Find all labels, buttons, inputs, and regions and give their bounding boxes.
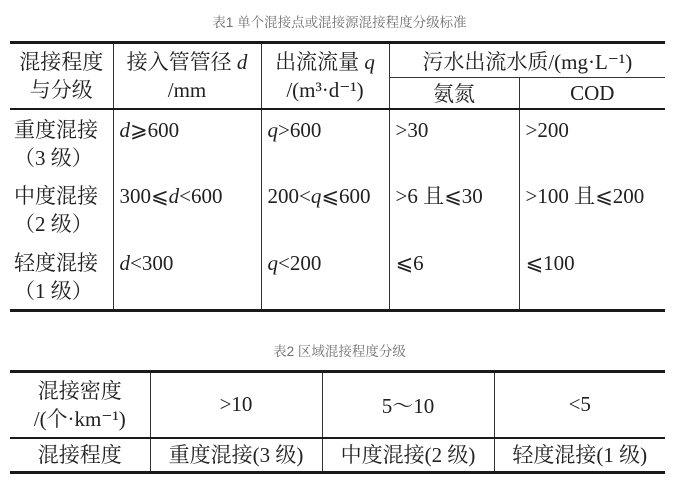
t2-density-label-line1: 混接密度 [37,378,122,403]
t1-row2-diameter [113,243,261,310]
t1-row1-flow-prefix: 200< [267,184,311,208]
t1-header-outflow-line1 [262,48,389,76]
t1-header-row-1 [10,43,665,78]
t1-row2-label [10,243,113,310]
t1-row1-diameter-var: d [168,184,180,208]
t1-row0-flow-suffix: >600 [278,118,322,142]
t1-row1-diameter-suffix: <600 [179,184,223,208]
t1-row1-label-line1: 中度混接 [14,184,98,208]
t1-row1-flow [261,176,389,243]
t1-row1-label [10,176,113,243]
t1-row0-label [10,109,113,176]
t1-row1-flow-suffix: ⩽600 [321,184,371,208]
table1-mixing-degree-criteria [10,41,665,312]
t2-degree-value-mild: 轻度混接(1 级) [494,438,665,473]
t2-density-label [10,371,150,438]
table-row-severe [10,109,665,176]
t1-row2-label-line1: 轻度混接 [14,251,98,275]
table-row-moderate [10,176,665,243]
t2-density-label-unit: /(个·km⁻¹) [33,406,126,431]
t1-row1-ammonia: >6 且⩽30 [389,176,519,243]
t1-row2-flow [261,243,389,310]
t1-header-outflow-text: 出流流量 [275,50,365,74]
t1-row0-diameter-suffix: ⩾600 [130,118,180,142]
t1-row0-cod: >200 [519,109,665,176]
t1-row0-flow [261,109,389,176]
t1-row2-cod: ⩽100 [519,243,665,310]
t1-header-pipe-diameter-symbol: d [236,50,248,74]
t1-header-outflow [261,43,389,110]
t2-density-value-mid: 5～10 [322,371,494,438]
t1-header-water-quality: 污水出流水质/(mg·L⁻¹) [389,43,665,78]
t1-row2-ammonia: ⩽6 [389,243,519,310]
t1-row0-diameter-var: d [119,118,130,142]
t1-row1-diameter [113,176,261,243]
t1-row2-flow-var: q [267,251,278,275]
t1-header-pipe-diameter-unit: /mm [167,78,207,102]
t1-header-cod: COD [519,78,665,110]
t2-degree-label: 混接程度 [37,443,122,467]
t1-row1-label-line2: （2 级） [14,212,93,236]
t1-row0-flow-var: q [267,118,278,142]
t2-density-value-low: <5 [494,371,665,438]
t1-row2-diameter-var: d [119,251,130,275]
t1-header-outflow-symbol: q [364,50,375,74]
t1-header-pipe-diameter-line1 [114,48,261,76]
t1-header-degree [10,43,113,110]
t1-row1-diameter-prefix: 300⩽ [119,184,169,208]
t2-degree-value-moderate: 中度混接(2 级) [322,438,494,473]
t2-degree-value-severe: 重度混接(3 级) [150,438,322,473]
t1-row2-flow-suffix: <200 [278,251,322,275]
t1-header-outflow-unit: /(m³·d⁻¹) [286,78,364,102]
t1-row0-label-line2: （3 级） [14,146,93,170]
t1-header-pipe-diameter [113,43,261,110]
t2-density-row [10,371,665,438]
t1-header-pipe-diameter-text: 接入管管径 [126,50,237,74]
t1-header-ammonia: 氨氮 [389,78,519,110]
table1-caption: 表1 单个混接点或混接源混接程度分级标准 [212,15,467,30]
t1-header-degree-line2: 与分级 [29,78,93,102]
t2-degree-row [10,438,665,473]
t1-row1-cod: >100 且⩽200 [519,176,665,243]
table-row-mild [10,243,665,310]
t1-row1-flow-var: q [310,184,322,208]
t2-density-value-high: >10 [150,371,322,438]
t1-row2-label-line2: （1 级） [14,279,93,303]
t1-row2-diameter-suffix: <300 [130,251,174,275]
t1-row0-diameter [113,109,261,176]
table2-caption: 表2 区域混接程度分级 [273,343,406,359]
t1-header-degree-line1: 混接程度 [19,50,104,74]
t1-row0-label-line1: 重度混接 [14,118,98,142]
t1-row0-ammonia: >30 [389,109,519,176]
table2-regional-mixing-grading [10,370,665,475]
